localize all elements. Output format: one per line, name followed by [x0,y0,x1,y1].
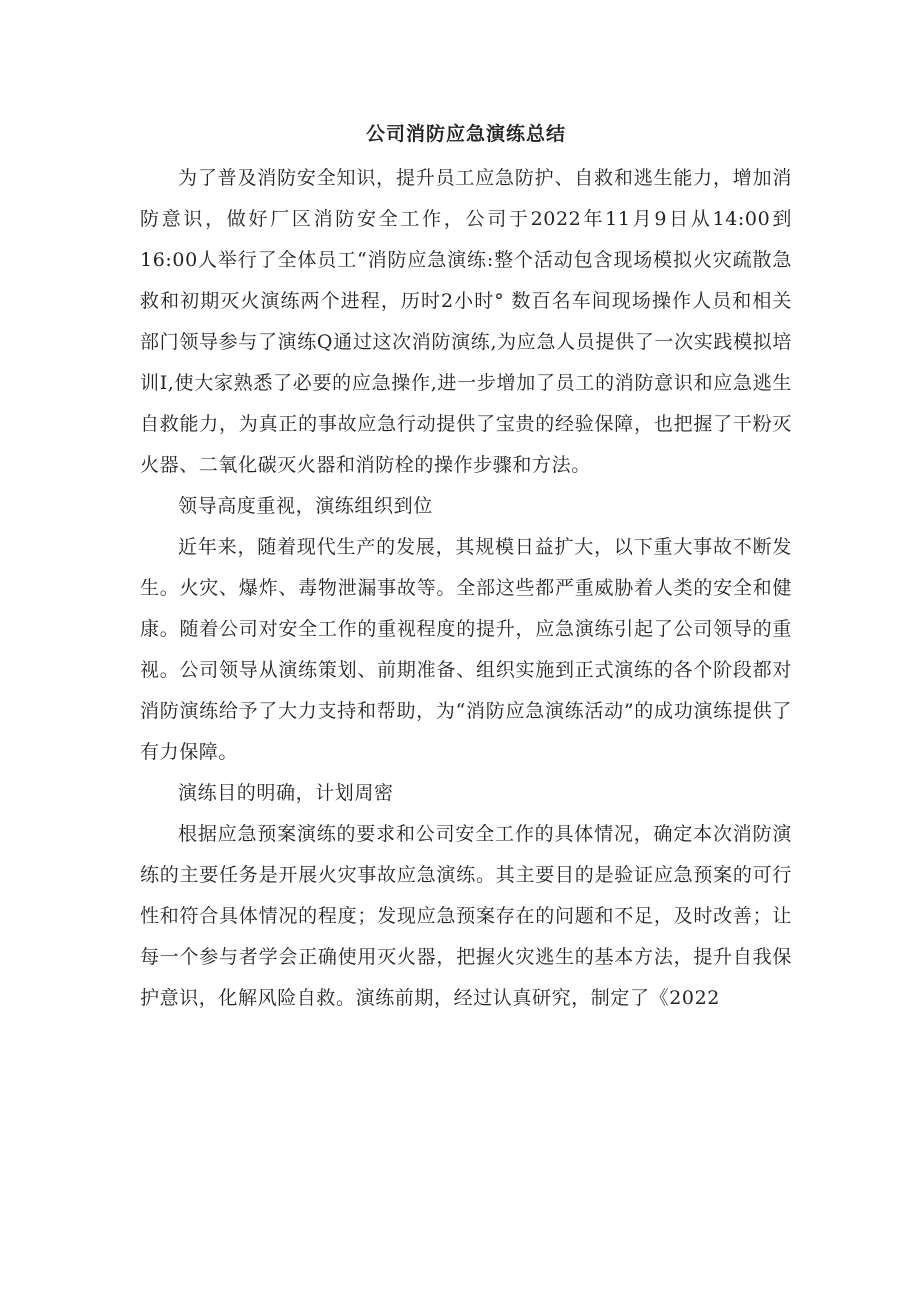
paragraph-purpose: 根据应急预案演练的要求和公司安全工作的具体情况，确定本次消防演练的主要任务是开展火灾事故应急演练。其主要目的是验证应急预案的可行性和符合具体情况的程度；发现应急预案存在的问题和不足，及时改善；让每一个参与者学会正确使用灭火器，把握火灾逃生的基本方法，提升自我保护意识，化解风险自救。演练前期，经过认真研究，制定了《2022 [140,823,792,1009]
section-heading-purpose: 演练目的明确，计划周密 [178,782,394,804]
paragraph-leadership: 近年来，随着现代生产的发展，其规模日益扩大，以下重大事故不断发生。火灾、爆炸、毒物泄漏事故等。全部这些都严重威胁着人类的安全和健康。随着公司对安全工作的重视程度的提升，应急演练引起了公司领导的重视。公司领导从演练策划、前期准备、组织实施到正式演练的各个阶段都对消防演练给予了大力支持和帮助，为“消防应急演练活动”的成功演练提供了有力保障。 [140,536,792,763]
document-page [140,118,792,1019]
section-heading-leadership: 领导高度重视，演练组织到位 [178,495,433,517]
document-title: 公司消防应急演练总结 [365,123,566,145]
paragraph-intro: 为了普及消防安全知识，提升员工应急防护、自救和逃生能力，增加消防意识，做好厂区消防安全工作，公司于2022年11月9日从14:00到16:00人举行了全体员工“消防应急演练:整个活动包含现场模拟火灾疏散急救和初期灭火演练两个进程，历时2小时° 数百名车间现场操作人员和相关部门领导参与了演练Q通过这次消防演练,为应急人员提供了一次实践模拟培训I,使大家熟悉了必要的应急操作,进一步增加了员工的消防意识和应急逃生自救能力，为真正的事故应急行动提供了宝贵的经验保障，也把握了干粉灭火器、二氧化碳灭火器和消防栓的操作步骤和方法。 [140,167,792,476]
